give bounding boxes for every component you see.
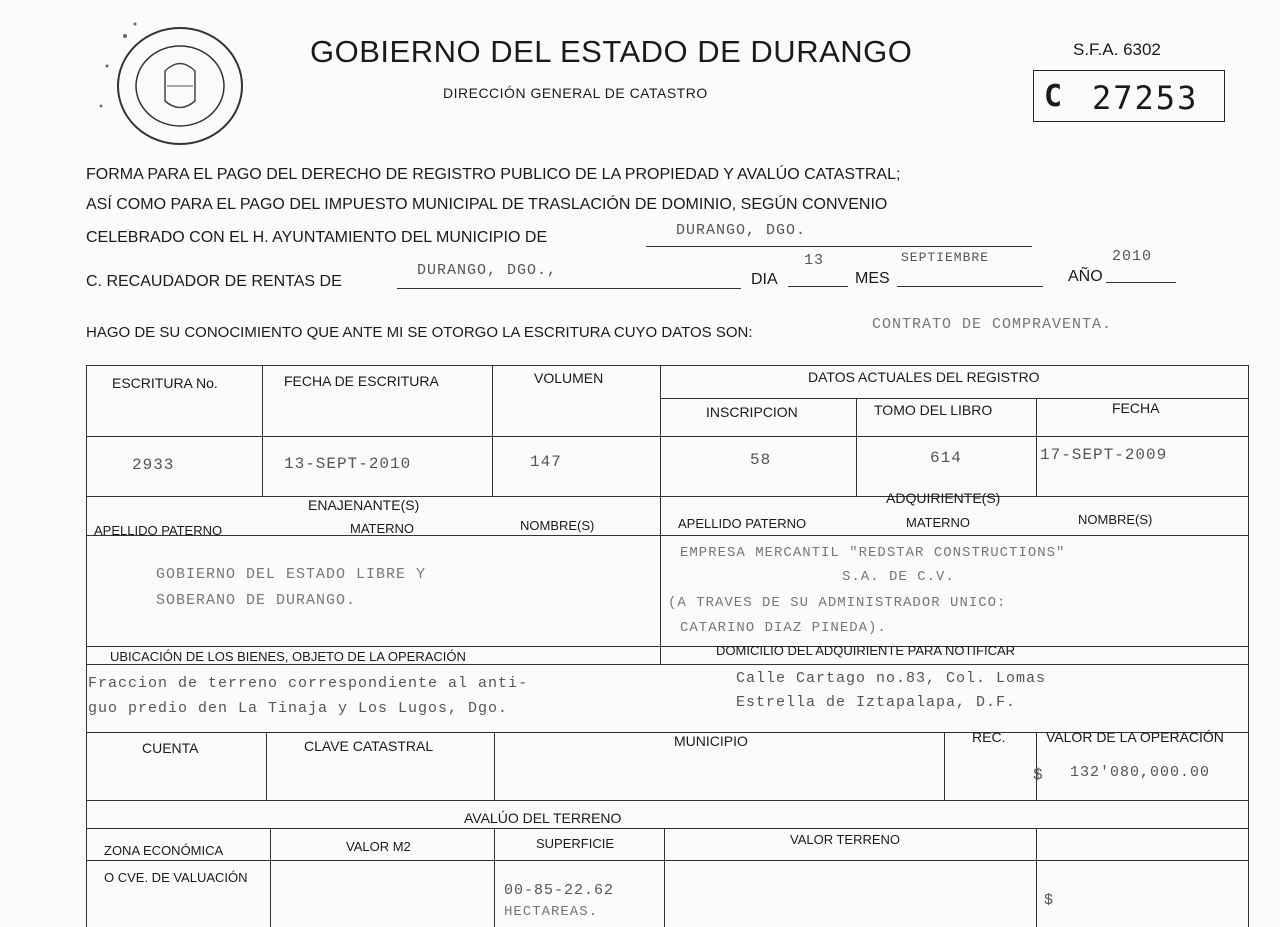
- valor-terreno-label: VALOR TERRENO: [790, 832, 901, 847]
- escritura-no-value: 2933: [132, 456, 175, 474]
- ubicacion-line-2: guo predio den La Tinaja y Los Lugos, Dgo.: [88, 700, 509, 717]
- folio-box: [1033, 70, 1225, 122]
- adquiriente-nombres-label: NOMBRE(S): [1078, 512, 1153, 527]
- anio-value: 2010: [1112, 248, 1153, 265]
- mes-value: SEPTIEMBRE: [901, 250, 990, 265]
- dia-label: DIA: [751, 271, 778, 288]
- tomo-value: 614: [930, 449, 962, 467]
- domicilio-line-2: Estrella de Iztapalapa, D.F.: [736, 694, 1017, 711]
- dia-field: [788, 252, 848, 287]
- ubicacion-label: UBICACIÓN DE LOS BIENES, OBJETO DE LA OPERACIÓN: [110, 649, 466, 664]
- recaudador-value: DURANGO, DGO.,: [417, 262, 558, 279]
- adquiriente-line-4: CATARINO DIAZ PINEDA).: [680, 620, 887, 636]
- hago-value: CONTRATO DE COMPRAVENTA.: [872, 316, 1113, 333]
- valor-operacion-currency: $: [1033, 766, 1044, 784]
- adquiriente-line-1: EMPRESA MERCANTIL "REDSTAR CONSTRUCTIONS": [680, 545, 1066, 561]
- fecha-registro-value: 17-SEPT-2009: [1040, 446, 1168, 464]
- superficie-value-line-2: HECTAREAS.: [504, 904, 599, 920]
- fecha-escritura-value: 13-SEPT-2010: [284, 455, 412, 473]
- superficie-label: SUPERFICIE: [536, 836, 615, 851]
- recaudador-field: [397, 262, 741, 289]
- hago-label: HAGO DE SU CONOCIMIENTO QUE ANTE MI SE OTORGO LA ESCRITURA CUYO DATOS SON:: [86, 324, 753, 341]
- municipio-label: MUNICIPIO: [674, 733, 748, 749]
- mes-label: MES: [855, 270, 890, 287]
- valor-m2-label: VALOR M2: [346, 839, 411, 854]
- inscripcion-label: INSCRIPCION: [706, 404, 798, 420]
- enajenante-nombres-label: NOMBRE(S): [520, 518, 595, 533]
- superficie-value-line-1: 00-85-22.62: [504, 882, 615, 899]
- anio-label: AÑO: [1068, 268, 1103, 285]
- inscripcion-value: 58: [750, 451, 772, 469]
- intro-line-1: FORMA PARA EL PAGO DEL DERECHO DE REGISTRO PUBLICO DE LA PROPIEDAD Y AVALÚO CATASTRAL;: [86, 166, 901, 183]
- dia-value: 13: [804, 252, 825, 269]
- zona-economica-label: ZONA ECONÓMICA: [104, 843, 224, 858]
- mes-field: [897, 250, 1043, 287]
- cve-valuacion-label: O CVE. DE VALUACIÓN: [104, 870, 248, 885]
- escritura-no-label: ESCRITURA No.: [112, 375, 218, 391]
- ubicacion-line-1: Fraccion de terreno correspondiente al anti-: [88, 675, 529, 692]
- folio-number: 27253: [1092, 79, 1199, 117]
- valor-operacion-value: 132'080,000.00: [1070, 764, 1211, 781]
- fecha-escritura-label: FECHA DE ESCRITURA: [284, 373, 439, 389]
- enajenante-apellido-paterno-label: APELLIDO PATERNO: [94, 523, 223, 538]
- fecha-registro-label: FECHA: [1112, 400, 1160, 416]
- intro-line-3-label: CELEBRADO CON EL H. AYUNTAMIENTO DEL MUNICIPIO DE: [86, 229, 548, 246]
- valor-operacion-label: VALOR DE LA OPERACIÓN: [1046, 729, 1224, 745]
- municipio-field: [646, 222, 1032, 247]
- folio-letter: C: [1044, 79, 1063, 114]
- adquiriente-label: ADQUIRIENTE(S): [886, 490, 1001, 506]
- adquiriente-line-3: (A TRAVES DE SU ADMINISTRADOR UNICO:: [668, 595, 1007, 611]
- clave-catastral-label: CLAVE CATASTRAL: [304, 738, 434, 754]
- datos-registro-label: DATOS ACTUALES DEL REGISTRO: [808, 369, 1040, 385]
- department-subtitle: DIRECCIÓN GENERAL DE CATASTRO: [443, 85, 708, 101]
- intro-line-2: ASÍ COMO PARA EL PAGO DEL IMPUESTO MUNICIPAL DE TRASLACIÓN DE DOMINIO, SEGÚN CONVENIO: [86, 196, 888, 213]
- cuenta-label: CUENTA: [142, 740, 199, 756]
- rec-label: REC.: [972, 729, 1006, 745]
- adquiriente-line-2: S.A. DE C.V.: [842, 569, 955, 585]
- enajenante-line-1: GOBIERNO DEL ESTADO LIBRE Y: [156, 566, 427, 583]
- adquiriente-apellido-paterno-label: APELLIDO PATERNO: [678, 516, 807, 531]
- form-code: S.F.A. 6302: [1073, 40, 1161, 59]
- adquiriente-materno-label: MATERNO: [906, 515, 971, 530]
- recaudador-label: C. RECAUDADOR DE RENTAS DE: [86, 273, 342, 290]
- volumen-label: VOLUMEN: [534, 370, 604, 386]
- domicilio-label: DOMICILIO DEL ADQUIRIENTE PARA NOTIFICAR: [716, 643, 1016, 658]
- municipio-value: DURANGO, DGO.: [676, 222, 807, 239]
- volumen-value: 147: [530, 453, 562, 471]
- valor-terreno-currency: $: [1044, 892, 1055, 909]
- enajenante-line-2: SOBERANO DE DURANGO.: [156, 592, 357, 609]
- enajenante-materno-label: MATERNO: [350, 521, 415, 536]
- domicilio-line-1: Calle Cartago no.83, Col. Lomas: [736, 670, 1047, 687]
- tomo-label: TOMO DEL LIBRO: [874, 402, 993, 418]
- government-title: GOBIERNO DEL ESTADO DE DURANGO: [310, 34, 913, 69]
- state-seal: [95, 16, 255, 151]
- avaluo-title: AVALÚO DEL TERRENO: [464, 810, 622, 826]
- anio-field: [1106, 248, 1176, 283]
- enajenante-label: ENAJENANTE(S): [308, 497, 420, 513]
